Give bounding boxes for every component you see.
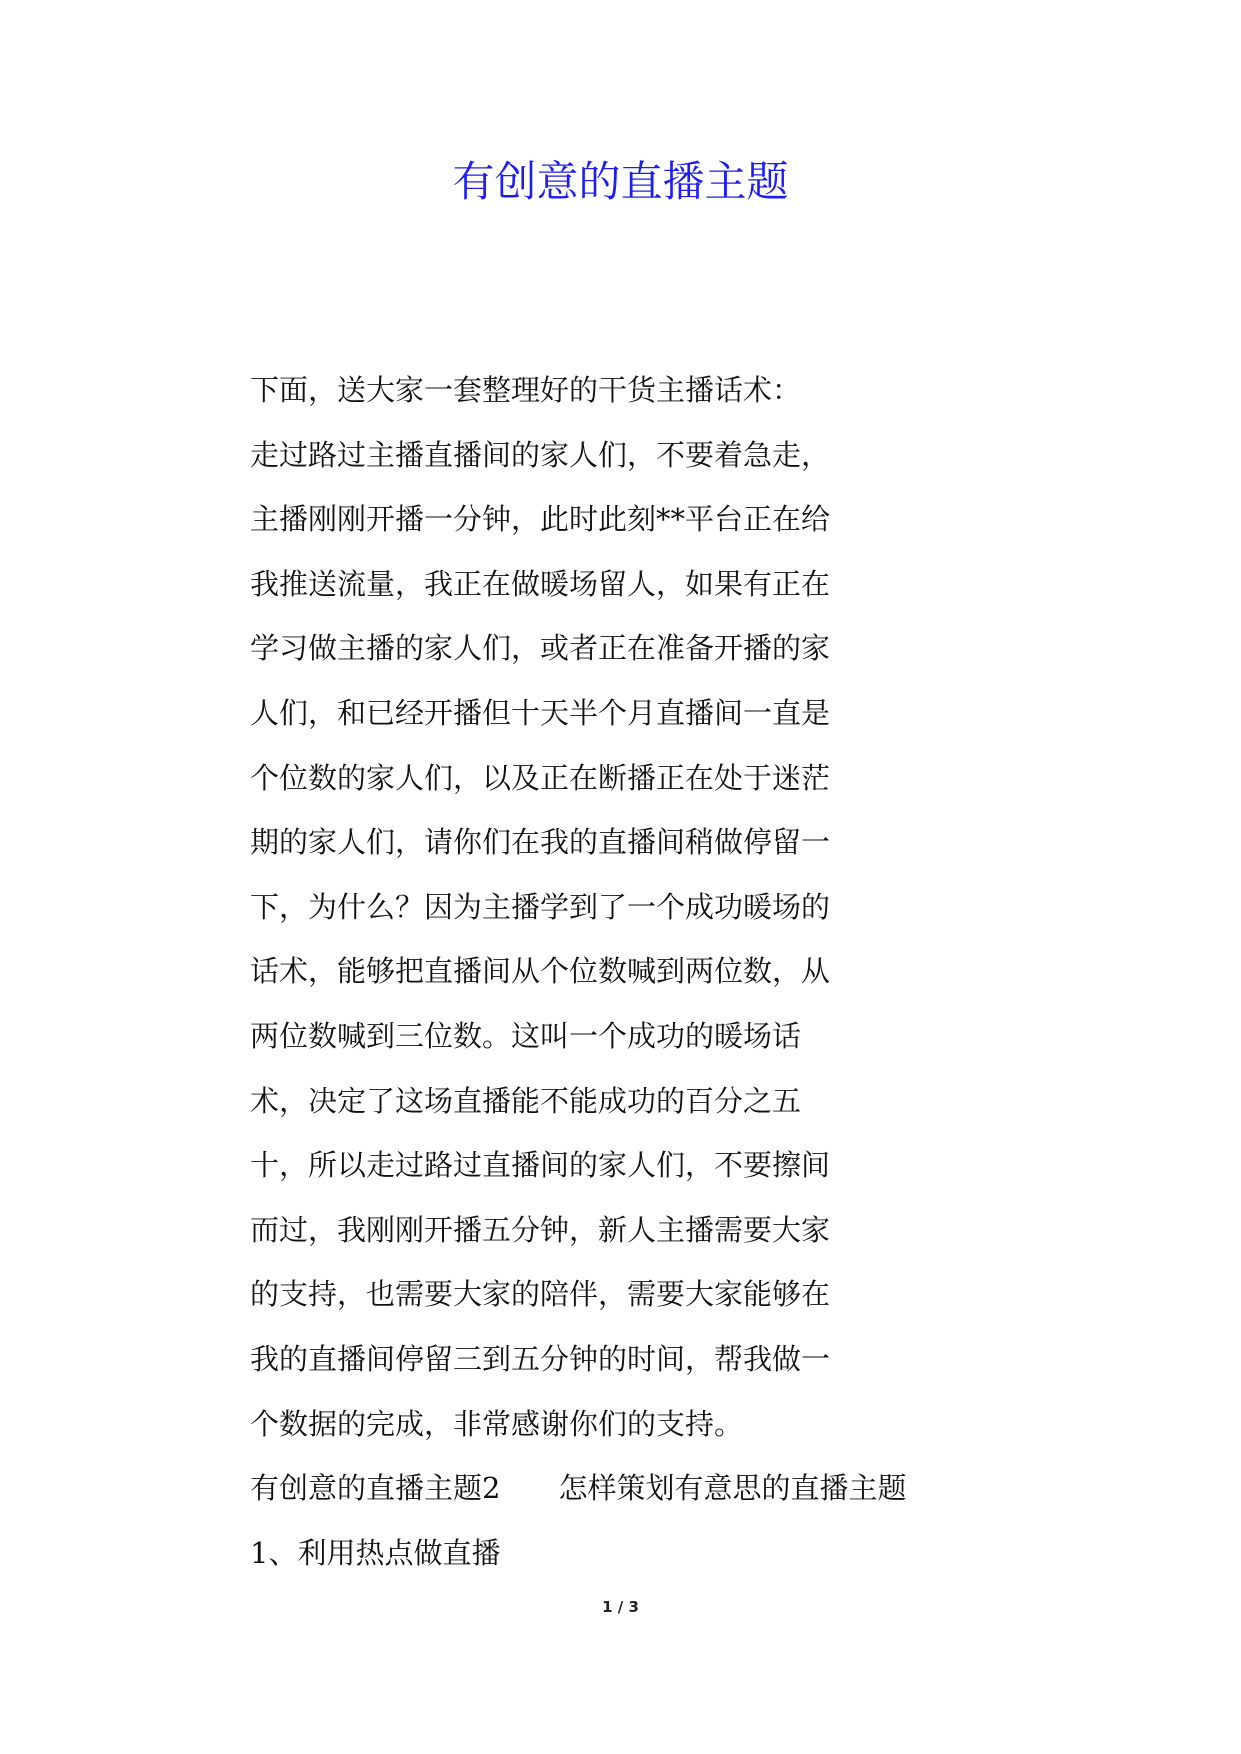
text-line: 下，为什么？因为主播学到了一个成功暖场的 bbox=[250, 889, 831, 924]
document-body bbox=[250, 358, 1010, 1585]
text-line: 术，决定了这场直播能不能成功的百分之五 bbox=[250, 1083, 802, 1118]
text-line: 期的家人们，请你们在我的直播间稍做停留一 bbox=[250, 825, 831, 860]
page-number: 1 / 3 bbox=[602, 1598, 639, 1616]
text-line: 人们，和已经开播但十天半个月直播间一直是 bbox=[250, 695, 831, 730]
text-line: 的支持，也需要大家的陪伴，需要大家能够在 bbox=[250, 1277, 831, 1312]
text-line: 我推送流量，我正在做暖场留人，如果有正在 bbox=[250, 566, 831, 601]
document-title: 有创意的直播主题 bbox=[452, 157, 789, 206]
text-line: 个数据的完成，非常感谢你们的支持。 bbox=[250, 1406, 744, 1441]
text-line: 我的直播间停留三到五分钟的时间，帮我做一 bbox=[250, 1341, 831, 1376]
text-line: 学习做主播的家人们，或者正在准备开播的家 bbox=[250, 631, 831, 666]
text-line: 十，所以走过路过直播间的家人们，不要擦间 bbox=[250, 1148, 831, 1183]
list-item-heading: 1、利用热点做直播 bbox=[250, 1535, 501, 1570]
text-line: 走过路过主播直播间的家人们，不要着急走， bbox=[250, 437, 831, 472]
section-heading-line: 有创意的直播主题2 怎样策划有意思的直播主题 bbox=[250, 1471, 907, 1506]
text-line: 个位数的家人们，以及正在断播正在处于迷茫 bbox=[250, 760, 831, 795]
text-line: 而过，我刚刚开播五分钟，新人主播需要大家 bbox=[250, 1212, 831, 1247]
text-line: 话术，能够把直播间从个位数喊到两位数，从 bbox=[250, 954, 831, 989]
text-line: 两位数喊到三位数。这叫一个成功的暖场话 bbox=[250, 1018, 802, 1053]
text-line: 主播刚刚开播一分钟，此时此刻**平台正在给 bbox=[250, 502, 831, 537]
text-line: 下面，送大家一套整理好的干货主播话术： bbox=[250, 373, 802, 407]
